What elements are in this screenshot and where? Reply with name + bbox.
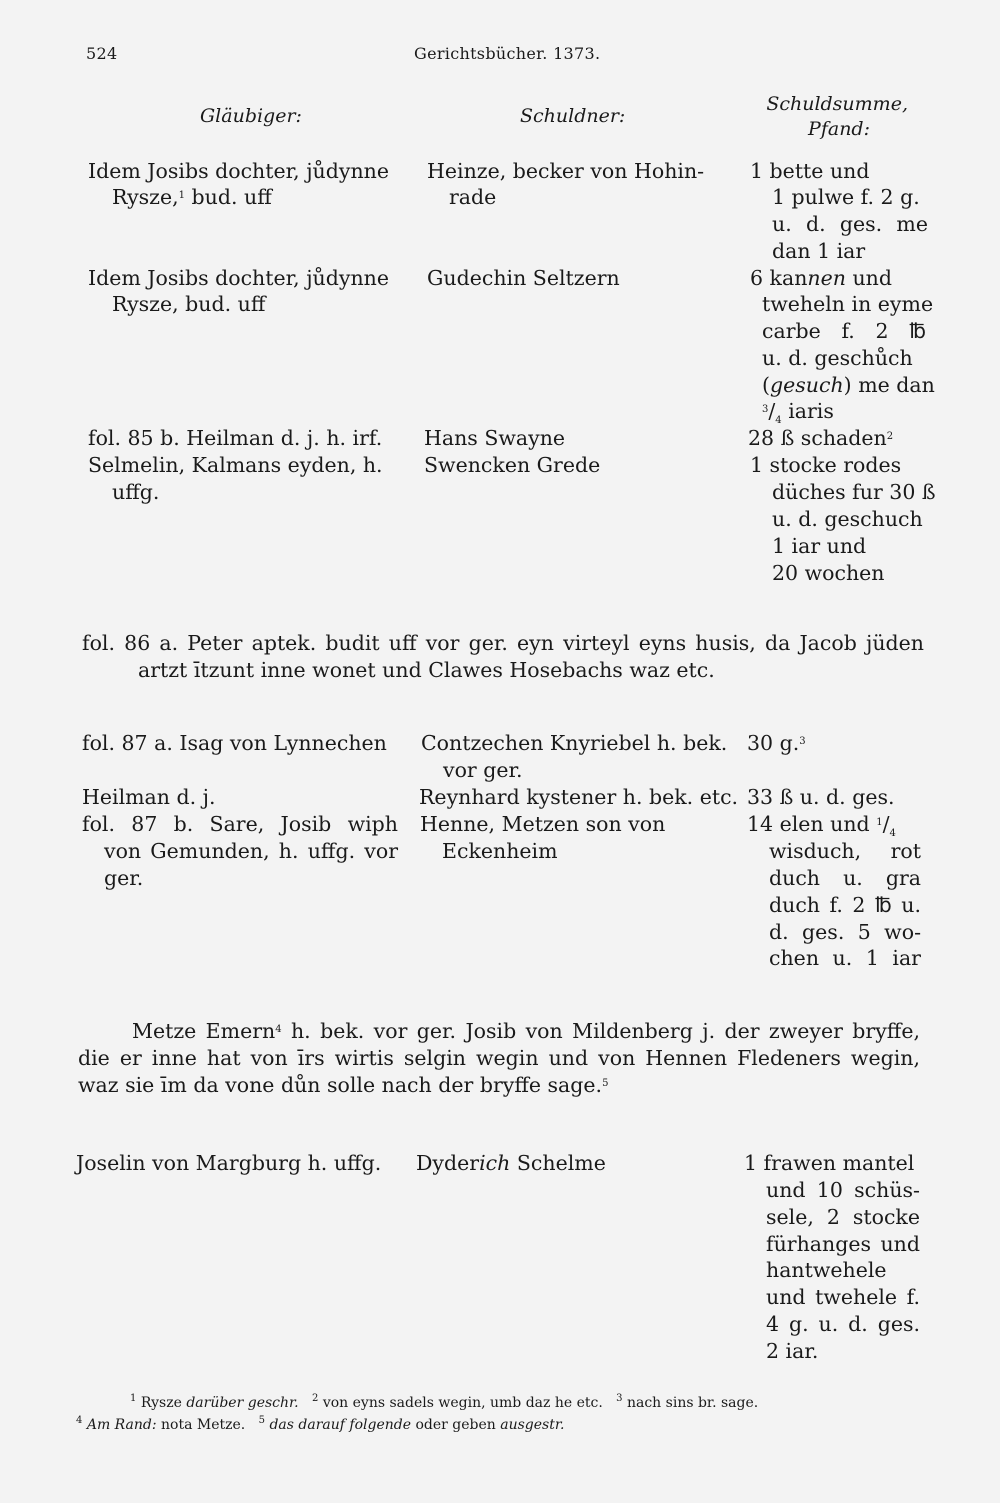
debtor-line: Hans Swayne xyxy=(424,426,566,450)
amount-line: 33 ß u. d. ges. xyxy=(747,785,895,809)
amount-line: 14 elen und $^1/_4$ xyxy=(747,812,896,840)
creditor-line: Rysze, bud. uff xyxy=(112,292,266,316)
paragraph-line: waz sie īm da vone důn solle nach der bryffe sage.$^5$ xyxy=(78,1073,609,1097)
debtor-line: Dyderich Schelme xyxy=(416,1151,606,1175)
amount-line: düches fur 30 ß xyxy=(772,480,936,504)
amount-line: $^3/_4$ iaris xyxy=(762,399,834,427)
debtor-line: rade xyxy=(449,185,497,209)
creditor-line: Joselin von Margburg h. uffg. xyxy=(76,1151,382,1175)
amount-line: u. d. geschuch xyxy=(772,507,923,531)
amount-line: tweheln in eyme xyxy=(762,292,934,316)
footnote-marker: 3 xyxy=(799,736,806,747)
debtor-line: Gudechin Seltzern xyxy=(427,266,620,290)
creditor-line: Heilman d. j. xyxy=(82,785,216,809)
amount-line: chen u. 1 iar xyxy=(769,946,921,970)
amount-line: duch f. 2 ℔ u. xyxy=(769,893,921,917)
amount-line: d. ges. 5 wo- xyxy=(769,920,921,944)
column-header-glaeubiger: Gläubiger: xyxy=(200,105,302,127)
amount-line: dan 1 iar xyxy=(772,239,866,263)
creditor-line: Idem Josibs dochter, jůdynne xyxy=(88,159,390,183)
creditor-line: von Gemunden, h. uffg. vor xyxy=(104,839,398,863)
creditor-line: fol. 87 a. Isag von Lynnechen xyxy=(82,731,387,755)
amount-line: fürhanges und xyxy=(766,1232,920,1256)
footnote-marker: 1 xyxy=(178,190,185,201)
amount-line: sele, 2 stocke xyxy=(766,1205,920,1229)
amount-line: wisduch, rot xyxy=(769,839,921,863)
paragraph-line: die er inne hat von īrs wirtis selgin wegin und von Hennen Fledeners wegin, xyxy=(78,1046,920,1070)
amount-line: 28 ß schaden$^2$ xyxy=(748,426,894,450)
amount-line: 2 iar. xyxy=(766,1339,819,1363)
footnote-marker: 4 xyxy=(275,1024,282,1035)
creditor-line: fol. 85 b. Heilman d. j. h. irf. xyxy=(88,426,383,450)
paragraph-line: fol. 86 a. Peter aptek. budit uff vor ger. eyn virteyl eyns husis, da Jacob jüden xyxy=(82,631,924,655)
amount-line: 20 wochen xyxy=(772,561,885,585)
amount-line: 1 stocke rodes xyxy=(750,453,902,477)
debtor-line: Contzechen Knyriebel h. bek. xyxy=(421,731,728,755)
creditor-line: Idem Josibs dochter, jůdynne xyxy=(88,266,390,290)
amount-line: 30 g.$^3$ xyxy=(747,731,806,755)
footnote-marker: 5 xyxy=(602,1078,609,1089)
amount-line: duch u. gra xyxy=(769,866,921,890)
footnote-line: $^1$ Rysze darüber geschr. $^2$ von eyns sadels wegin, umb daz he etc. $^3$ nach sins br. sage. xyxy=(130,1393,759,1411)
amount-line: hantwehele xyxy=(766,1258,887,1282)
amount-line: (gesuch) me dan xyxy=(762,373,935,397)
debtor-line: Reynhard kystener h. bek. etc. xyxy=(419,785,739,809)
creditor-line: Selmelin, Kalmans eyden, h. xyxy=(88,453,383,477)
amount-line: 1 frawen mantel xyxy=(744,1151,915,1175)
column-header-pfand: Pfand: xyxy=(808,118,870,140)
creditor-line: fol. 87 b. Sare, Josib wiph xyxy=(82,812,398,836)
column-header-schuldsumme: Schuldsumme, xyxy=(766,93,908,115)
amount-line: 4 g. u. d. ges. xyxy=(766,1312,920,1336)
paragraph-line: Metze Emern$^4$ h. bek. vor ger. Josib von Mildenberg j. der zweyer bryffe, xyxy=(132,1019,920,1043)
amount-line: u. d. ges. me xyxy=(772,212,928,236)
column-header-schuldner: Schuldner: xyxy=(520,105,626,127)
amount-line: 1 pulwe f. 2 g. xyxy=(772,185,920,209)
amount-line: u. d. geschůch xyxy=(762,346,913,370)
footnote-marker: 2 xyxy=(886,431,894,442)
footnote-line: $^4$ Am Rand: nota Metze. $^5$ das darauf folgende oder geben ausgestr. xyxy=(76,1415,565,1433)
creditor-line: uffg. xyxy=(112,480,160,504)
amount-line: 1 iar und xyxy=(772,534,867,558)
paragraph-line: artzt ītzunt inne wonet und Clawes Hosebachs waz etc. xyxy=(138,658,715,682)
creditor-line: ger. xyxy=(104,866,144,890)
debtor-line: Eckenheim xyxy=(442,839,558,863)
debtor-line: vor ger. xyxy=(443,758,523,782)
running-title: Gerichtsbücher. 1373. xyxy=(414,44,601,63)
creditor-line: Rysze,$^1$ bud. uff xyxy=(112,185,272,209)
debtor-line: Swencken Grede xyxy=(424,453,601,477)
amount-line: 1 bette und xyxy=(750,159,870,183)
debtor-line: Heinze, becker von Hohin- xyxy=(427,159,705,183)
amount-line: 6 kannen und xyxy=(750,266,892,290)
amount-line: und twehele f. xyxy=(766,1285,920,1309)
debtor-line: Henne, Metzen son von xyxy=(420,812,666,836)
amount-line: und 10 schüs- xyxy=(766,1178,920,1202)
amount-line: carbe f. 2 ℔ xyxy=(762,319,926,343)
page-number: 524 xyxy=(86,44,118,63)
